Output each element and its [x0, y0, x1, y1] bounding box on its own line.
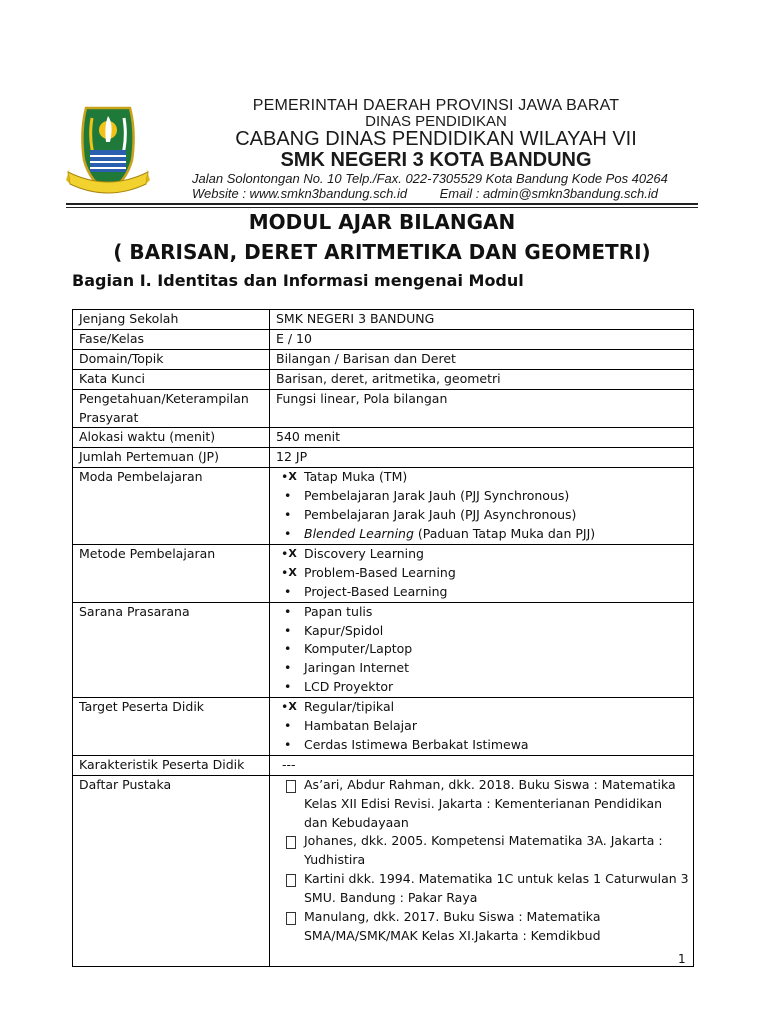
bullet-icon: •	[284, 583, 292, 599]
section-heading: Bagian I. Identitas dan Informasi mengenai Modul	[72, 271, 524, 290]
bullet-icon: •	[284, 603, 292, 619]
bullet-icon: •	[284, 736, 292, 752]
list-item: • Papan tulis	[276, 603, 689, 622]
list-item: •X Regular/tipikal	[276, 698, 689, 717]
page-number: 1	[678, 952, 686, 966]
reference-item: Manulang, dkk. 2017. Buku Siswa : Matematika SMA/MA/SMK/MAK Kelas XI.Jakarta : Kemdikbud	[276, 908, 689, 946]
row-label: Pengetahuan/Keterampilan Prasyarat	[73, 389, 270, 428]
module-identity-table	[72, 309, 694, 967]
table-row	[73, 349, 694, 369]
bullet-icon: •	[284, 488, 292, 504]
list-item: • Komputer/Laptop	[276, 640, 689, 659]
row-label: Jenjang Sekolah	[73, 310, 270, 330]
row-label: Karakteristik Peserta Didik	[73, 755, 270, 775]
list-item: • Project-Based Learning	[276, 583, 689, 602]
letterhead-rule-thick	[66, 203, 698, 205]
west-java-emblem-logo	[66, 102, 150, 198]
row-label: Daftar Pustaka	[73, 775, 270, 966]
row-label: Metode Pembelajaran	[73, 544, 270, 602]
row-value: SMK NEGERI 3 BANDUNG	[270, 310, 694, 330]
table-row	[73, 544, 694, 602]
checked-bullet-icon: •X	[281, 469, 297, 485]
missing-glyph-icon	[286, 780, 296, 793]
row-value	[270, 468, 694, 545]
table-row	[73, 428, 694, 448]
row-value: E / 10	[270, 329, 694, 349]
table-row	[73, 389, 694, 428]
letterhead-address: Jalan Solontongan No. 10 Telp./Fax. 022-7305529 Kota Bandung Kode Pos 40264	[192, 171, 668, 186]
list-item: • LCD Proyektor	[276, 678, 689, 697]
reference-item: Kartini dkk. 1994. Matematika 1C untuk kelas 1 Caturwulan 3 SMU. Bandung : Pakar Raya	[276, 870, 689, 908]
bullet-icon: •	[284, 660, 292, 676]
list-item: •X Discovery Learning	[276, 545, 689, 564]
table-row	[73, 369, 694, 389]
bullet-icon: •	[284, 622, 292, 638]
list-item: • Pembelajaran Jarak Jauh (PJJ Synchronous)	[276, 487, 689, 506]
row-value	[270, 775, 694, 966]
missing-glyph-icon	[286, 874, 296, 887]
table-row	[73, 602, 694, 698]
checked-bullet-icon: •X	[281, 564, 297, 580]
list-item: • Jaringan Internet	[276, 659, 689, 678]
bullet-icon: •	[284, 641, 292, 657]
document-title: MODUL AJAR BILANGAN	[248, 210, 516, 234]
list-item: • Blended Learning (Paduan Tatap Muka dan PJJ)	[276, 525, 689, 544]
letterhead-line-government: PEMERINTAH DAERAH PROVINSI JAWA BARAT	[252, 97, 620, 114]
row-label: Sarana Prasarana	[73, 602, 270, 698]
row-value	[270, 544, 694, 602]
table-row	[73, 775, 694, 966]
bullet-icon: •	[284, 525, 292, 541]
table-row	[73, 755, 694, 775]
row-value: Barisan, deret, aritmetika, geometri	[270, 369, 694, 389]
table-row	[73, 310, 694, 330]
row-label: Alokasi waktu (menit)	[73, 428, 270, 448]
row-label: Fase/Kelas	[73, 329, 270, 349]
letterhead-rule-thin	[66, 207, 698, 208]
reference-item: Johanes, dkk. 2005. Kompetensi Matematika 3A. Jakarta : Yudhistira	[276, 832, 689, 870]
row-value: 540 menit	[270, 428, 694, 448]
row-value: ---	[270, 755, 694, 775]
letterhead-school-name: SMK NEGERI 3 KOTA BANDUNG	[280, 149, 592, 171]
row-value: Bilangan / Barisan dan Deret	[270, 349, 694, 369]
checked-bullet-icon: •X	[281, 545, 297, 561]
list-item: • Kapur/Spidol	[276, 622, 689, 641]
list-item: • Cerdas Istimewa Berbakat Istimewa	[276, 736, 689, 755]
list-item: •X Problem-Based Learning	[276, 564, 689, 583]
row-label: Kata Kunci	[73, 369, 270, 389]
bullet-icon: •	[284, 679, 292, 695]
table-row	[73, 698, 694, 756]
letterhead	[66, 98, 698, 208]
table-row	[73, 329, 694, 349]
row-label: Domain/Topik	[73, 349, 270, 369]
list-item: • Pembelajaran Jarak Jauh (PJJ Asynchronous)	[276, 506, 689, 525]
letterhead-contact: Website : www.smkn3bandung.sch.id Email : admin@smkn3bandung.sch.id	[192, 186, 659, 201]
row-label: Moda Pembelajaran	[73, 468, 270, 545]
row-label: Jumlah Pertemuan (JP)	[73, 448, 270, 468]
letterhead-line-branch: CABANG DINAS PENDIDIKAN WILAYAH VII	[235, 128, 637, 150]
row-value	[270, 698, 694, 756]
missing-glyph-icon	[286, 836, 296, 849]
bullet-icon: •	[284, 507, 292, 523]
row-value	[270, 602, 694, 698]
missing-glyph-icon	[286, 912, 296, 925]
row-value: Fungsi linear, Pola bilangan	[270, 389, 694, 428]
letterhead-line-agency: DINAS PENDIDIKAN	[365, 113, 507, 130]
reference-item: As’ari, Abdur Rahman, dkk. 2018. Buku Siswa : Matematika Kelas XII Edisi Revisi. Jakarta : Kementerianan Pendidikan dan Kebudayaan	[276, 776, 689, 833]
row-value: 12 JP	[270, 448, 694, 468]
bullet-icon: •	[284, 718, 292, 734]
document-subtitle: ( BARISAN, DERET ARITMETIKA DAN GEOMETRI)	[113, 240, 651, 264]
row-label: Target Peserta Didik	[73, 698, 270, 756]
checked-bullet-icon: •X	[281, 699, 297, 715]
list-item: • Hambatan Belajar	[276, 717, 689, 736]
table-row	[73, 448, 694, 468]
list-item: •X Tatap Muka (TM)	[276, 468, 689, 487]
table-row	[73, 468, 694, 545]
